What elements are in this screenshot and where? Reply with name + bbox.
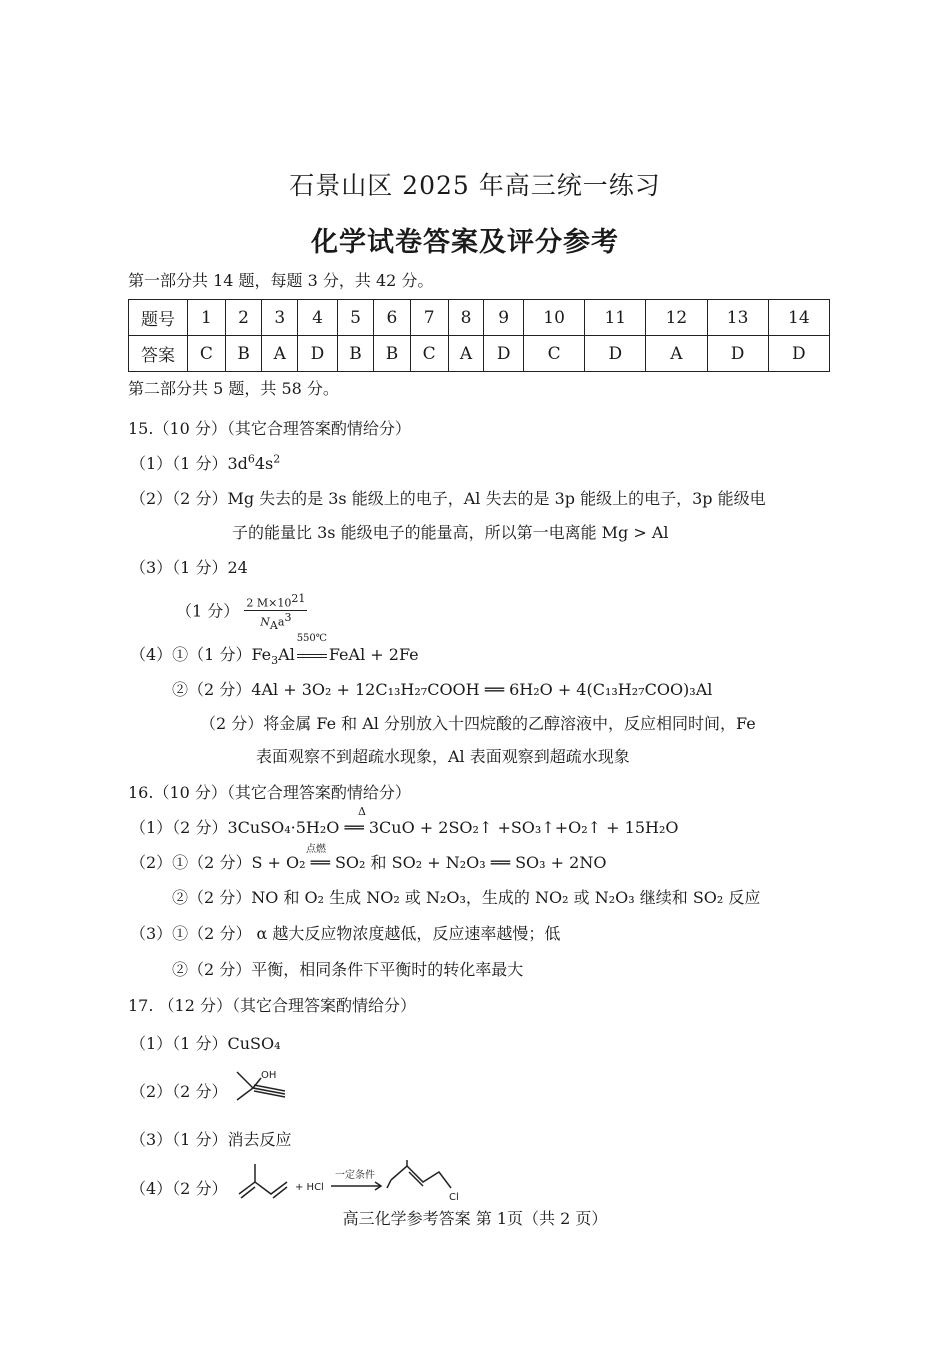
reaction-condition: 一定条件 [335, 1170, 375, 1181]
table-cell: 10 [524, 300, 585, 336]
page-subtitle: 化学试卷答案及评分参考 [311, 227, 619, 258]
q16-part2-1: （2）①（2 分）S + O₂ ══ SO₂ 和 SO₂ + N₂O₃ ══ SO₃ + 2NO 点燃 [130, 850, 606, 873]
part1-heading: 第一部分共 14 题，每题 3 分，共 42 分。 [128, 271, 434, 290]
q15-part2-line1: （2）（2 分）Mg 失去的是 3s 能级上的电子，Al 失去的是 3p 能级上的电子，3p 能级电 [130, 489, 766, 508]
table-cell: 5 [337, 300, 373, 336]
table-cell: 3 [262, 300, 298, 336]
part2-heading: 第二部分共 5 题，共 58 分。 [128, 379, 339, 398]
q16-part3-2: ②（2 分）平衡，相同条件下平衡时的转化率最大 [172, 960, 524, 979]
table-cell: 2 [225, 300, 261, 336]
table-cell: B [374, 336, 410, 372]
page-footer: 高三化学参考答案 第 1页（共 2 页） [342, 1209, 608, 1228]
q15-part3: （3）（1 分）24 [130, 558, 248, 577]
page-title: 石景山区 2025 年高三统一练习 [289, 171, 661, 200]
table-cell: 6 [374, 300, 410, 336]
table-cell: 1 [188, 300, 226, 336]
table-cell: A [262, 336, 298, 372]
table-row-numbers [129, 300, 830, 336]
table-cell: 9 [484, 300, 524, 336]
chlorine-label: Cl [449, 1192, 459, 1203]
alkynol-structure [235, 1068, 295, 1102]
table-cell: B [337, 336, 373, 372]
table-cell: D [298, 336, 338, 372]
table-cell: 8 [448, 300, 484, 336]
q17-part2: （2）（2 分） [130, 1082, 228, 1101]
table-cell: B [225, 336, 261, 372]
q16-part2-2: ②（2 分）NO 和 O₂ 生成 NO₂ 或 N₂O₃，生成的 NO₂ 或 N₂O₃ 继续和 SO₂ 反应 [172, 888, 761, 907]
reaction-scheme [235, 1158, 475, 1206]
q15-part1: （1）（1 分）$3d^64s^2$ [130, 452, 281, 473]
heat-condition: Δ [358, 805, 366, 818]
q15-part3-formula: （1 分） $\frac{2 M\times 10^{21}}{N_Aa^3}$ [176, 592, 306, 632]
table-cell: D [484, 336, 524, 372]
q15-part2-line2: 子的能量比 3s 能级电子的能量高，所以第一电离能 Mg > Al [232, 523, 669, 542]
hydroxyl-label: OH [261, 1070, 277, 1081]
q15-part4-3-line2: 表面观察不到超疏水现象，Al 表面观察到超疏水现象 [256, 747, 630, 766]
q15-part4-3-line1: （2 分）将金属 Fe 和 Al 分别放入十四烷酸的乙醇溶液中，反应相同时间，Fe [200, 714, 756, 733]
table-cell: C [410, 336, 448, 372]
table-row-answers [129, 336, 830, 372]
table-cell: 14 [768, 300, 829, 336]
q15-header: 15.（10 分）（其它合理答案酌情给分） [128, 419, 411, 438]
table-cell: C [524, 336, 585, 372]
table-cell: 12 [646, 300, 707, 336]
ignition-condition: 点燃 [306, 844, 326, 855]
table-cell: A [448, 336, 484, 372]
q16-part3-1: （3）①（2 分） α 越大反应物浓度越低，反应速率越慢；低 [130, 924, 561, 943]
table-cell: 4 [298, 300, 338, 336]
q16-header: 16.（10 分）（其它合理答案酌情给分） [128, 783, 411, 802]
table-cell: D [585, 336, 646, 372]
hcl-reagent: + HCl [295, 1182, 324, 1193]
table-header-question: 题号 [129, 300, 188, 336]
q15-part4-2: ②（2 分）4Al + 3O₂ + 12C₁₃H₂₇COOH ══ 6H₂O + 4(C₁₃H₂₇COO)₃Al [172, 680, 713, 699]
answer-table [128, 299, 830, 372]
table-cell: D [707, 336, 768, 372]
q17-header: 17. （12 分）（其它合理答案酌情给分） [128, 996, 416, 1015]
q17-part1: （1）（1 分）CuSO₄ [130, 1034, 281, 1053]
table-header-answer: 答案 [129, 336, 188, 372]
table-cell: 7 [410, 300, 448, 336]
q16-part1: （1）（2 分）3CuSO₄·5H₂O ══ 3CuO + 2SO₂↑ +SO₃↑+O₂↑ + 15H₂O Δ [130, 805, 679, 837]
density-fraction: $\frac{2 M\times 10^{21}}{N_Aa^3}$ [246, 592, 306, 632]
q15-part4-1: （4）①（1 分）$Fe_3Al$ 550℃ FeAl + 2Fe [130, 633, 419, 668]
table-cell: 13 [707, 300, 768, 336]
table-cell: A [646, 336, 707, 372]
table-cell: C [188, 336, 226, 372]
q17-part4: （4）（2 分） [130, 1179, 228, 1198]
table-cell: 11 [585, 300, 646, 336]
table-cell: D [768, 336, 829, 372]
q17-part3: （3）（1 分）消去反应 [130, 1130, 292, 1149]
